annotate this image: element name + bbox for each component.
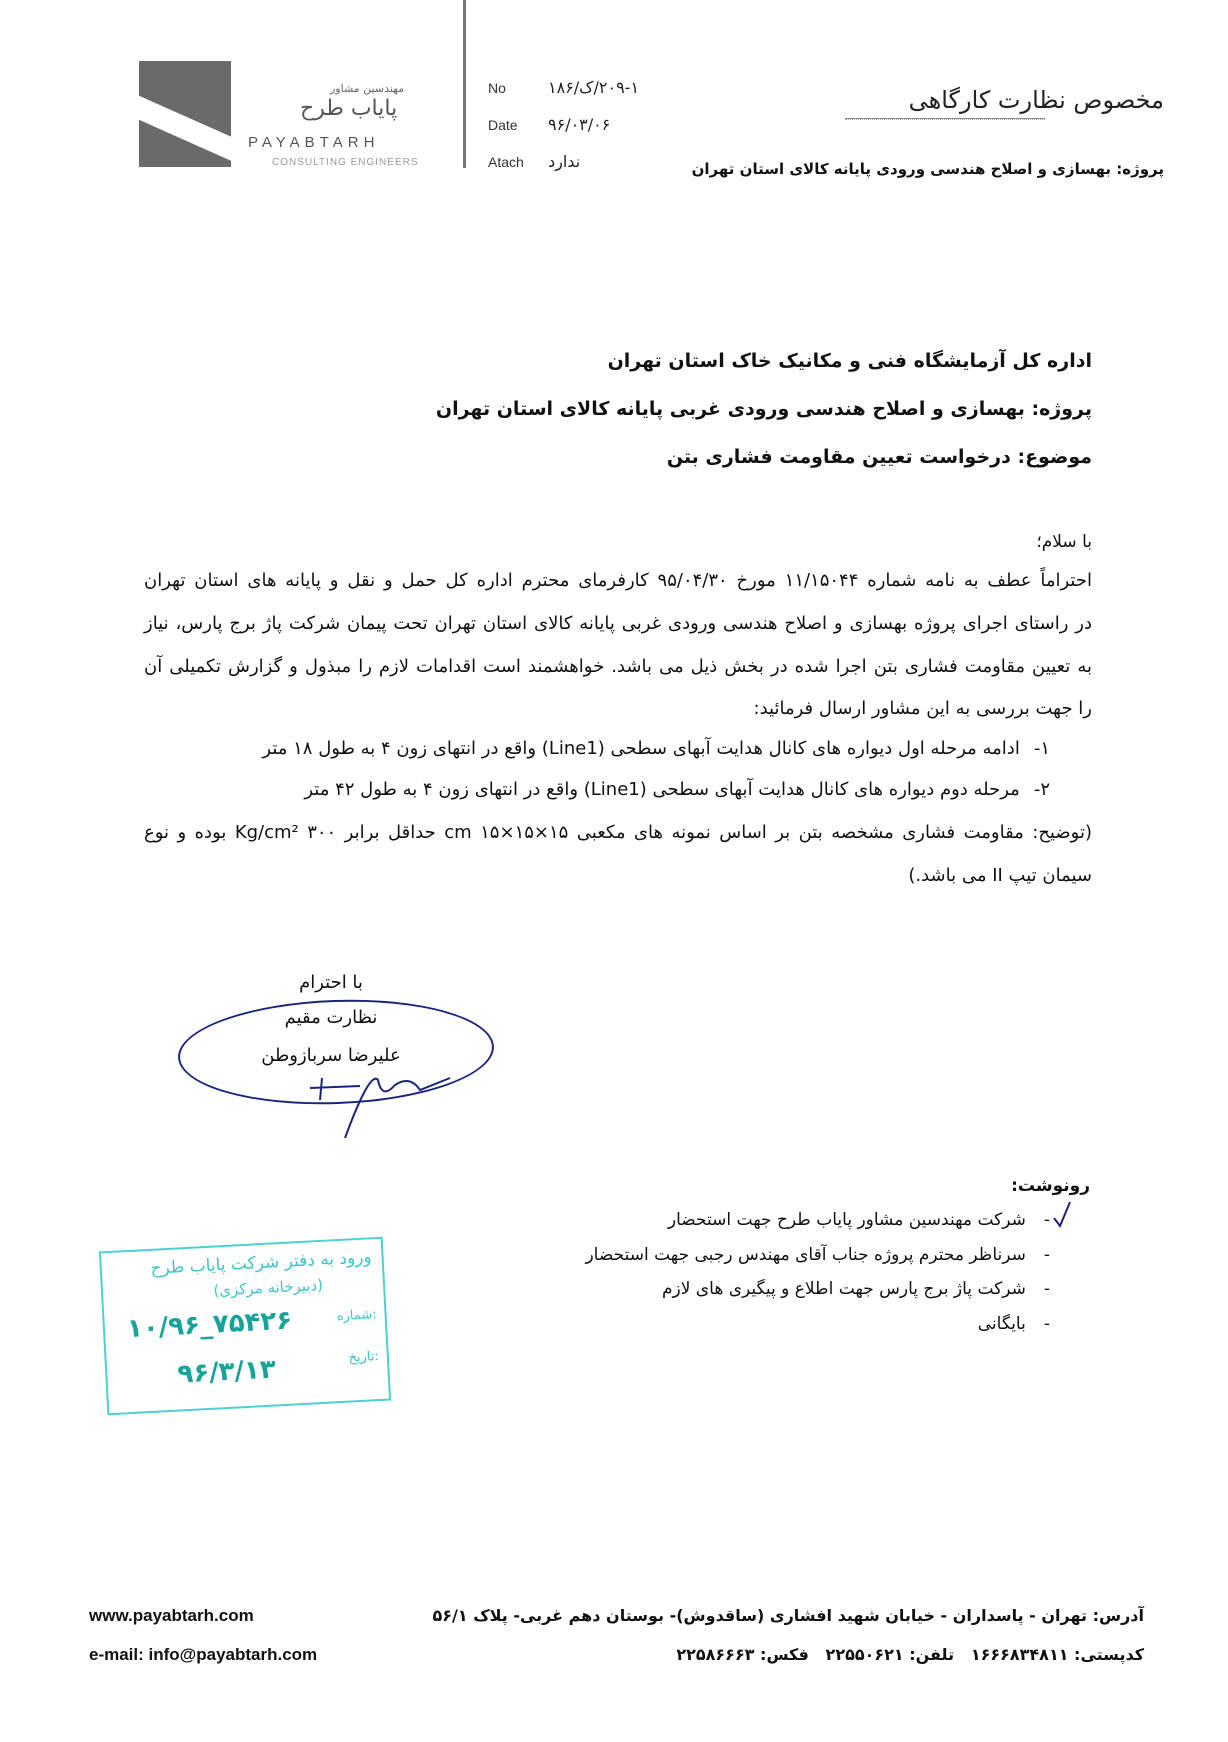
logo-subtitle-fa: مهندسین مشاور xyxy=(330,82,405,95)
company-logo-mark xyxy=(139,61,231,167)
date-label: Date xyxy=(488,117,518,133)
body-line: را جهت بررسی به این مشاور ارسال فرمائید: xyxy=(753,698,1092,719)
footer-address: آدرس: تهران - پاسداران - خیابان شهید افشاری (ساقدوش)- بوستان دهم غربی- پلاک ۵۶/۱ xyxy=(432,1606,1144,1625)
addressee: اداره کل آزمایشگاه فنی و مکانیک خاک استان تهران xyxy=(607,350,1092,372)
item-number: ۲- xyxy=(1033,779,1050,800)
note-line: (توضیح: مقاومت فشاری مشخصه بتن بر اساس نمونه های مکعبی ۱۵×۱۵×۱۵ cm حداقل برابر ۳۰۰ Kg/cm² بوده و نوع xyxy=(144,822,1092,843)
attach-label: Atach xyxy=(488,154,524,170)
logo-subtitle-en: CONSULTING ENGINEERS xyxy=(272,157,419,168)
logo-name-en: PAYABTARH xyxy=(248,134,380,151)
footer-contact: کدپستی: ۱۶۶۶۸۳۴۸۱۱ تلفن: ۲۲۵۵۰۶۲۱ فکس: ۲۲۵۸۶۶۶۳ xyxy=(676,1645,1144,1664)
stamp-title: ورود به دفتر شرکت پایاب طرح xyxy=(149,1247,373,1279)
body-line: احتراماً عطف به نامه شماره ۱۱/۱۵۰۴۴ مورخ ۹۵/۰۴/۳۰ کارفرمای محترم اداره کل حمل و نقل و پایانه های استان تهران xyxy=(144,570,1092,591)
letterhead-underline xyxy=(845,118,1045,120)
greeting: با سلام؛ xyxy=(1036,532,1092,552)
signer-role: نظارت مقیم xyxy=(284,1007,378,1028)
email-link[interactable]: e-mail: info@payabtarh.com xyxy=(89,1645,318,1664)
stamp-date: ۹۶/۳/۱۳ xyxy=(176,1354,277,1390)
no-label: No xyxy=(488,80,506,96)
note-line: سیمان تیپ II می باشد.) xyxy=(908,865,1092,886)
stamp-number: ۱۰/۹۶_۷۵۴۲۶ xyxy=(126,1305,293,1345)
list-item xyxy=(304,779,1050,800)
project-line: پروژه: بهسازی و اصلاح هندسی ورودی غربی پایانه کالای استان تهران xyxy=(435,398,1092,420)
stamp-subtitle: (دبیرخانه مرکزی) xyxy=(212,1275,324,1300)
body-line: در راستای اجرای پروژه بهسازی و اصلاح هندسی ورودی غربی پایانه کالای استان تهران تحت پیمان شرکت پاژ برج پارس، نیاز xyxy=(144,613,1092,634)
copy-recipient: -بایگانی xyxy=(977,1314,1050,1334)
signer-name: علیرضا سربازوطن xyxy=(261,1045,401,1066)
copy-text: بایگانی xyxy=(977,1314,1026,1334)
body-line: به تعیین مقاومت فشاری بتن اجرا شده در بخش ذیل می باشد. خواهشمند است اقدامات لازم را مبذول و گزارش تکمیلی آن xyxy=(144,656,1092,677)
subject-line: موضوع: درخواست تعیین مقاومت فشاری بتن xyxy=(666,446,1092,468)
logo-name-fa: پایاب طرح xyxy=(300,96,398,121)
date-value: ۹۶/۰۳/۰۶ xyxy=(548,115,611,134)
list-item xyxy=(262,738,1050,759)
letterhead-title: مخصوص نظارت کارگاهی xyxy=(908,86,1164,114)
attach-value: ندارد xyxy=(548,152,581,171)
stamp-date-label: تاریخ: xyxy=(348,1349,380,1366)
received-stamp xyxy=(99,1237,391,1416)
copy-text: شرکت مهندسین مشاور پایاب طرح جهت استحضار xyxy=(667,1210,1026,1230)
no-value: ۲۰۹-۱/ک/۱۸۶ xyxy=(548,78,640,97)
copy-text: سرناظر محترم پروژه جناب آقای مهندس رجبی جهت استحضار xyxy=(585,1245,1026,1265)
copies-title: رونوشت: xyxy=(1011,1176,1090,1196)
letterhead-project: پروژه: بهسازی و اصلاح هندسی ورودی پایانه کالای استان تهران xyxy=(691,160,1164,178)
item-text: ادامه مرحله اول دیواره های کانال هدایت آبهای سطحی (Line1) واقع در انتهای زون ۴ به طول ۱۸ متر xyxy=(262,738,1020,759)
closing: با احترام xyxy=(299,972,363,993)
handwritten-signature xyxy=(300,1060,460,1140)
header-divider xyxy=(463,0,466,168)
copy-text: شرکت پاژ برج پارس جهت اطلاع و پیگیری های لازم xyxy=(662,1279,1026,1299)
checkmark-icon xyxy=(1052,1200,1074,1230)
stamp-number-label: شماره: xyxy=(336,1307,377,1325)
item-number: ۱- xyxy=(1033,738,1050,759)
copy-recipient: -شرکت مهندسین مشاور پایاب طرح جهت استحضار xyxy=(667,1210,1050,1230)
copy-recipient: -شرکت پاژ برج پارس جهت اطلاع و پیگیری های لازم xyxy=(662,1279,1050,1299)
copy-recipient: -سرناظر محترم پروژه جناب آقای مهندس رجبی جهت استحضار xyxy=(585,1245,1050,1265)
website-link[interactable]: www.payabtarh.com xyxy=(89,1606,254,1625)
item-text: مرحله دوم دیواره های کانال هدایت آبهای سطحی (Line1) واقع در انتهای زون ۴ به طول ۴۲ متر xyxy=(304,779,1020,800)
